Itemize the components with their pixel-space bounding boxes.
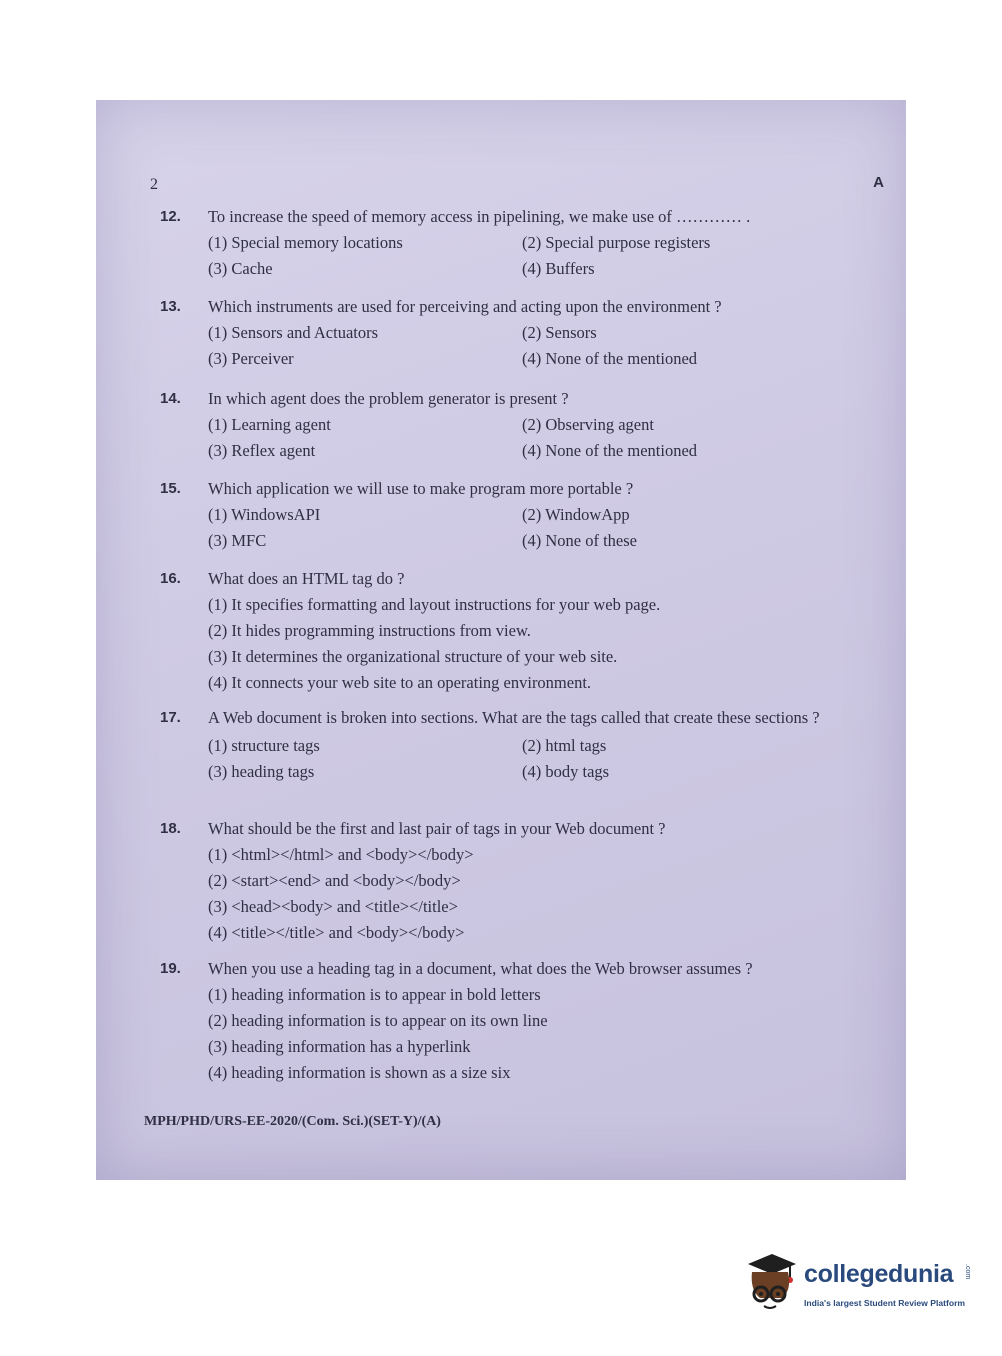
option-1: (1) <html></html> and <body></body> — [208, 845, 474, 864]
question-14 — [160, 386, 872, 464]
question-17 — [160, 706, 872, 785]
options-list — [208, 592, 872, 696]
option-2: (2) <start><end> and <body></body> — [208, 871, 461, 890]
set-code: A — [873, 174, 884, 191]
question-number: 12. — [160, 208, 181, 225]
option-4: (4) It connects your web site to an operating environment. — [208, 673, 592, 692]
option-1: (1) Sensors and Actuators — [208, 323, 379, 342]
option-4: (4) body tags — [522, 762, 610, 781]
question-text: Which instruments are used for perceiving and acting upon the environment ? — [208, 297, 722, 316]
option-3: (3) MFC — [208, 531, 267, 550]
options-grid — [208, 230, 872, 282]
question-16 — [160, 566, 872, 696]
option-2: (2) Sensors — [522, 323, 597, 342]
option-3: (3) heading tags — [208, 762, 315, 781]
question-19 — [160, 956, 872, 1086]
option-2: (2) WindowApp — [522, 505, 630, 524]
question-15 — [160, 476, 872, 554]
logo-wordmark: collegedunia — [804, 1260, 954, 1288]
option-3: (3) <head><body> and <title></title> — [208, 897, 458, 916]
question-number: 14. — [160, 390, 181, 407]
option-1: (1) heading information is to appear in bold letters — [208, 985, 541, 1004]
question-text: Which application we will use to make program more portable ? — [208, 479, 634, 498]
student-mascot-icon — [742, 1250, 798, 1312]
logo-dotcom: .com — [964, 1264, 971, 1280]
options-list — [208, 982, 872, 1086]
option-2: (2) heading information is to appear on its own line — [208, 1011, 548, 1030]
question-number: 15. — [160, 480, 181, 497]
options-grid — [208, 412, 872, 464]
option-3: (3) Cache — [208, 259, 273, 278]
question-text: What does an HTML tag do ? — [208, 569, 405, 588]
question-text: A Web document is broken into sections. What are the tags called that create these sections ? — [208, 708, 820, 727]
question-number: 19. — [160, 960, 181, 977]
question-text: What should be the first and last pair of tags in your Web document ? — [208, 819, 666, 838]
option-4: (4) None of these — [522, 531, 638, 550]
option-3: (3) It determines the organizational structure of your web site. — [208, 647, 618, 666]
paper-code-footer: MPH/PHD/URS-EE-2020/(Com. Sci.)(SET-Y)/(A) — [144, 1114, 441, 1129]
question-number: 16. — [160, 570, 181, 587]
question-text: When you use a heading tag in a document, what does the Web browser assumes ? — [208, 959, 753, 978]
options-grid — [208, 502, 872, 554]
options-grid — [208, 320, 872, 372]
page-number: 2 — [150, 176, 158, 193]
option-2: (2) It hides programming instructions from view. — [208, 621, 531, 640]
question-number: 17. — [160, 709, 181, 726]
option-3: (3) Reflex agent — [208, 441, 316, 460]
option-2: (2) Special purpose registers — [522, 233, 711, 252]
option-4: (4) <title></title> and <body></body> — [208, 923, 465, 942]
option-1: (1) Special memory locations — [208, 233, 403, 252]
option-1: (1) WindowsAPI — [208, 505, 321, 524]
question-text: In which agent does the problem generator is present ? — [208, 389, 569, 408]
question-13 — [160, 294, 872, 372]
option-1: (1) Learning agent — [208, 415, 331, 434]
options-list — [208, 842, 872, 946]
option-1: (1) structure tags — [208, 736, 320, 755]
logo-tagline: India's largest Student Review Platform — [804, 1298, 966, 1308]
option-4: (4) heading information is shown as a size six — [208, 1063, 511, 1082]
option-2: (2) Observing agent — [522, 415, 654, 434]
exam-page-photo — [96, 100, 906, 1180]
question-text: To increase the speed of memory access in pipelining, we make use of ………… . — [208, 207, 751, 226]
question-number: 13. — [160, 298, 181, 315]
option-4: (4) None of the mentioned — [522, 441, 698, 460]
option-3: (3) heading information has a hyperlink — [208, 1037, 471, 1056]
option-3: (3) Perceiver — [208, 349, 294, 368]
option-1: (1) It specifies formatting and layout instructions for your web page. — [208, 595, 661, 614]
collegedunia-logo — [742, 1250, 972, 1320]
question-18 — [160, 816, 872, 946]
option-4: (4) Buffers — [522, 259, 595, 278]
options-grid — [208, 733, 872, 785]
question-12 — [160, 204, 872, 282]
option-2: (2) html tags — [522, 736, 607, 755]
option-4: (4) None of the mentioned — [522, 349, 698, 368]
question-number: 18. — [160, 820, 181, 837]
